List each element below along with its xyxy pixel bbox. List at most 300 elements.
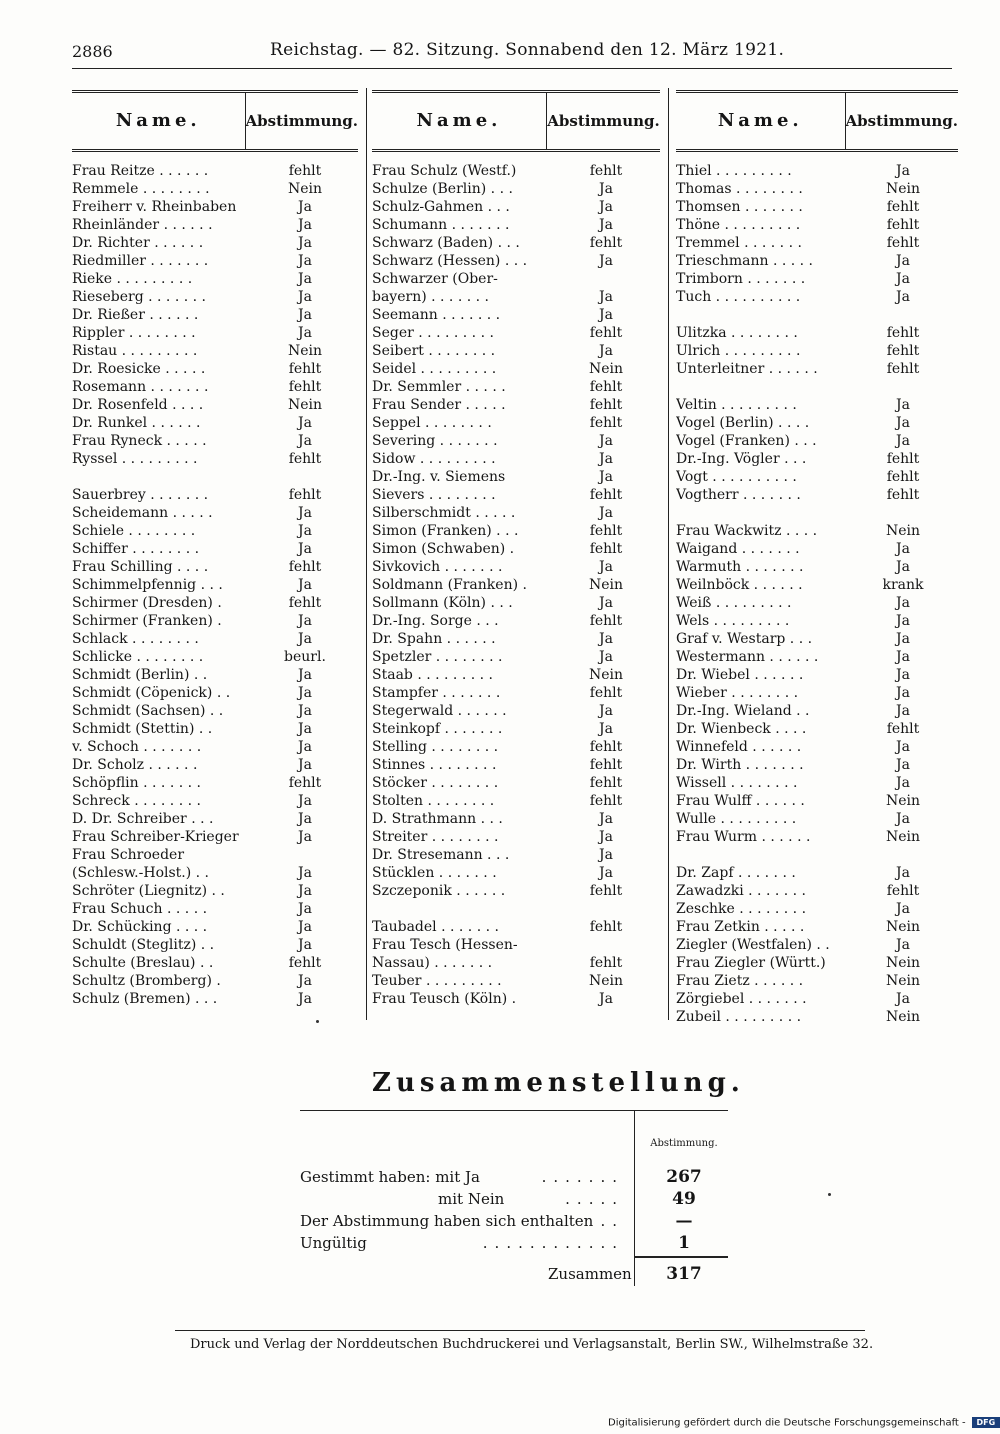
vote-value: Ja	[599, 559, 613, 575]
vote-row	[676, 918, 958, 936]
vote-row	[372, 414, 660, 432]
vote-row	[676, 450, 958, 468]
vote-value: fehlt	[589, 415, 623, 431]
vote-row	[676, 342, 958, 360]
vote-value: Ja	[298, 541, 312, 557]
vote-value: Ja	[896, 433, 910, 449]
vote-row	[72, 198, 358, 216]
vote-value: Ja	[896, 667, 910, 683]
member-name: Trieschmann . . . . .	[676, 253, 813, 269]
vote-value: Ja	[896, 271, 910, 287]
vote-row	[372, 630, 660, 648]
member-name: Dr. Zapf . . . . . . .	[676, 865, 796, 881]
member-name: Wieber . . . . . . . .	[676, 685, 799, 701]
vote-value: Ja	[599, 811, 613, 827]
vote-row	[72, 180, 358, 198]
vote-row	[72, 990, 358, 1008]
vote-row	[676, 558, 958, 576]
vote-value: fehlt	[886, 325, 920, 341]
vote-value: Nein	[287, 343, 323, 359]
vote-value: Ja	[298, 433, 312, 449]
member-name: Seidel . . . . . . . . .	[372, 361, 497, 377]
vote-value: beurl.	[284, 649, 326, 665]
vote-value: fehlt	[589, 775, 623, 791]
vote-row	[372, 918, 660, 936]
vote-value: Ja	[599, 289, 613, 305]
vote-value: Nein	[885, 973, 921, 989]
vote-value: Ja	[298, 685, 312, 701]
vote-row	[72, 936, 358, 954]
vote-row	[72, 306, 358, 324]
vote-row	[372, 270, 660, 288]
member-name: Tuch . . . . . . . . . .	[676, 289, 801, 305]
member-name: Dr. Semmler . . . . .	[372, 379, 506, 395]
vote-row	[72, 522, 358, 540]
vote-row	[676, 306, 958, 324]
vote-value: Ja	[298, 667, 312, 683]
vote-value: fehlt	[886, 883, 920, 899]
member-name: Schulz-Gahmen . . .	[372, 199, 510, 215]
vote-row	[372, 684, 660, 702]
member-name: Unterleitner . . . . . .	[676, 361, 818, 377]
vote-value: Ja	[599, 199, 613, 215]
vote-value: Ja	[599, 469, 613, 485]
member-name: Schmidt (Sachsen) . .	[72, 703, 224, 719]
vote-row	[72, 360, 358, 378]
member-name: Frau Wulff . . . . . .	[676, 793, 805, 809]
vote-value: Ja	[298, 613, 312, 629]
vote-value: fehlt	[589, 541, 623, 557]
vote-value: Ja	[896, 685, 910, 701]
vote-value: Ja	[298, 577, 312, 593]
vote-value: fehlt	[886, 235, 920, 251]
vote-row	[72, 342, 358, 360]
vote-list	[72, 162, 358, 1008]
vote-row	[372, 756, 660, 774]
vote-value: krank	[882, 577, 924, 593]
member-name: Weiß . . . . . . . . .	[676, 595, 792, 611]
vote-value: fehlt	[589, 955, 623, 971]
vote-value: Ja	[599, 649, 613, 665]
vote-value: fehlt	[288, 775, 322, 791]
member-name: Frau Ryneck . . . . .	[72, 433, 207, 449]
member-name: Soldmann (Franken) .	[372, 577, 527, 593]
member-name: Ulrich . . . . . . . . .	[676, 343, 801, 359]
member-name: Dr. Wiebel . . . . . .	[676, 667, 804, 683]
vote-value: fehlt	[589, 163, 623, 179]
vote-row	[676, 576, 958, 594]
member-name: Dr.-Ing. v. Siemens	[372, 469, 506, 485]
member-name: Sidow . . . . . . . . .	[372, 451, 496, 467]
member-name: Frau Schuch . . . . .	[72, 901, 208, 917]
vote-row	[72, 234, 358, 252]
vote-row	[372, 198, 660, 216]
member-name: Rheinländer . . . . . .	[72, 217, 213, 233]
vote-row	[676, 954, 958, 972]
name-header: Name.	[372, 93, 547, 149]
vote-row	[372, 666, 660, 684]
member-name: Thöne . . . . . . . . .	[676, 217, 801, 233]
vote-row	[72, 540, 358, 558]
vote-value: Nein	[885, 829, 921, 845]
vote-row	[72, 702, 358, 720]
vote-row	[372, 162, 660, 180]
summary-total-rule	[634, 1256, 728, 1258]
vote-value: fehlt	[288, 379, 322, 395]
vote-value: Ja	[599, 595, 613, 611]
vote-value: fehlt	[589, 379, 623, 395]
vote-row	[676, 270, 958, 288]
member-name: Stampfer . . . . . . .	[372, 685, 501, 701]
vote-value: Ja	[599, 631, 613, 647]
vote-row	[676, 738, 958, 756]
member-name: Schwarz (Baden) . . .	[372, 235, 520, 251]
vote-row	[72, 162, 358, 180]
vote-row	[372, 432, 660, 450]
vote-row	[676, 288, 958, 306]
vote-row	[676, 504, 958, 522]
summary-row-no	[300, 1188, 630, 1210]
vote-row	[72, 774, 358, 792]
member-name: Wulle . . . . . . . . .	[676, 811, 797, 827]
vote-row	[372, 522, 660, 540]
vote-row	[676, 216, 958, 234]
column-header	[72, 90, 358, 152]
member-name: Seppel . . . . . . . .	[372, 415, 492, 431]
vote-column-2	[372, 90, 660, 1008]
vote-row	[72, 918, 358, 936]
vote-row	[372, 324, 660, 342]
summary-total-value: 317	[666, 1264, 702, 1284]
vote-row	[676, 468, 958, 486]
member-name: Frau Zetkin . . . . .	[676, 919, 805, 935]
member-name: Schulz (Bremen) . . .	[72, 991, 218, 1007]
member-name: Graf v. Westarp . . .	[676, 631, 813, 647]
vote-value: Ja	[599, 991, 613, 1007]
vote-row	[372, 252, 660, 270]
vote-header: Abstimmung.	[245, 112, 358, 130]
member-name: Frau Zietz . . . . . .	[676, 973, 804, 989]
vote-value: Ja	[298, 253, 312, 269]
member-name: Teuber . . . . . . . . .	[372, 973, 502, 989]
vote-value: Ja	[298, 721, 312, 737]
member-name: Szczeponik . . . . . .	[372, 883, 506, 899]
vote-value: Ja	[599, 307, 613, 323]
summary-row-yes	[300, 1166, 630, 1188]
vote-value: Ja	[599, 343, 613, 359]
member-name: Steinkopf . . . . . . .	[372, 721, 503, 737]
member-name: Ristau . . . . . . . . .	[72, 343, 198, 359]
member-name: Remmele . . . . . . . .	[72, 181, 210, 197]
vote-row	[372, 558, 660, 576]
member-name: Schröter (Liegnitz) . .	[72, 883, 225, 899]
footer-rule	[175, 1330, 865, 1331]
member-name: Schumann . . . . . . .	[372, 217, 510, 233]
member-name: v. Schoch . . . . . . .	[72, 739, 202, 755]
vote-row	[72, 630, 358, 648]
vote-value: fehlt	[288, 163, 322, 179]
member-name: Frau Schilling . . . .	[72, 559, 209, 575]
vote-value: Ja	[599, 865, 613, 881]
member-name: Westermann . . . . . .	[676, 649, 819, 665]
vote-row	[676, 792, 958, 810]
member-name: Schiele . . . . . . . .	[72, 523, 196, 539]
leader-dots: .....	[565, 1190, 624, 1208]
vote-value: Ja	[298, 829, 312, 845]
vote-value: Nein	[885, 955, 921, 971]
summary-value: —	[675, 1211, 693, 1231]
member-name: Sauerbrey . . . . . . .	[72, 487, 209, 503]
vote-row	[72, 270, 358, 288]
vote-value: fehlt	[288, 361, 322, 377]
vote-list	[372, 162, 660, 1008]
vote-value: Ja	[298, 325, 312, 341]
member-name: Schirmer (Dresden) .	[72, 595, 222, 611]
vote-value: Ja	[298, 883, 312, 899]
digitization-credit	[608, 1417, 1000, 1429]
vote-row	[676, 180, 958, 198]
member-name: Stolten . . . . . . . .	[372, 793, 495, 809]
vote-row	[372, 792, 660, 810]
summary-label: Ungültig	[300, 1234, 367, 1252]
member-name: Silberschmidt . . . . .	[372, 505, 516, 521]
member-name: Dr. Spahn . . . . . .	[372, 631, 496, 647]
vote-value: fehlt	[589, 883, 623, 899]
name-header: Name.	[72, 93, 246, 149]
vote-row	[72, 972, 358, 990]
vote-value: Nein	[588, 973, 624, 989]
vote-row	[372, 378, 660, 396]
header-rule	[72, 68, 952, 69]
member-name: Taubadel . . . . . . .	[372, 919, 499, 935]
member-name: Thomsen . . . . . . .	[676, 199, 803, 215]
vote-value: Ja	[298, 505, 312, 521]
member-name: Schlack . . . . . . . .	[72, 631, 199, 647]
vote-row	[676, 162, 958, 180]
member-name: Sievers . . . . . . . .	[372, 487, 496, 503]
vote-value: Ja	[298, 415, 312, 431]
vote-value: Ja	[298, 631, 312, 647]
member-name: Dr.-Ing. Sorge . . .	[372, 613, 499, 629]
print-speck	[828, 1193, 831, 1196]
member-name: Frau Schroeder	[72, 847, 185, 863]
vote-row	[676, 432, 958, 450]
column-header	[676, 90, 958, 152]
vote-row	[72, 324, 358, 342]
vote-row	[676, 648, 958, 666]
vote-value: fehlt	[589, 919, 623, 935]
member-name: Frau Reitze . . . . . .	[72, 163, 209, 179]
leader-dots: ..	[600, 1212, 624, 1230]
member-name: D. Dr. Schreiber . . .	[72, 811, 214, 827]
vote-value: fehlt	[288, 559, 322, 575]
vote-value: fehlt	[288, 595, 322, 611]
vote-value: Ja	[896, 649, 910, 665]
member-name: Simon (Schwaben) .	[372, 541, 515, 557]
vote-value: Ja	[599, 253, 613, 269]
vote-value: Ja	[896, 775, 910, 791]
member-name: Frau Schreiber-Krieger	[72, 829, 239, 845]
vote-value: Ja	[599, 829, 613, 845]
member-name: Thiel . . . . . . . . .	[676, 163, 792, 179]
summary-label: Der Abstimmung haben sich enthalten	[300, 1212, 594, 1230]
vote-row	[676, 810, 958, 828]
member-name: Nassau) . . . . . . .	[372, 955, 493, 971]
vote-value: Ja	[896, 901, 910, 917]
vote-value: Nein	[885, 919, 921, 935]
vote-row	[676, 234, 958, 252]
vote-row	[72, 648, 358, 666]
vote-row	[676, 828, 958, 846]
vote-value: Ja	[896, 937, 910, 953]
member-name: Stegerwald . . . . . .	[372, 703, 507, 719]
vote-value: fehlt	[288, 487, 322, 503]
summary-divider	[634, 1110, 635, 1286]
vote-row	[676, 414, 958, 432]
vote-row	[72, 216, 358, 234]
member-name: Vogtherr . . . . . . .	[676, 487, 801, 503]
vote-row	[372, 342, 660, 360]
member-name: Schreck . . . . . . . .	[72, 793, 201, 809]
member-name: Schwarz (Hessen) . . .	[372, 253, 528, 269]
vote-value: Ja	[599, 721, 613, 737]
summary-total-label: Zusammen	[548, 1265, 632, 1283]
name-header: Name.	[676, 93, 846, 149]
summary-label: mit Nein	[438, 1190, 505, 1208]
vote-value: fehlt	[886, 361, 920, 377]
vote-value: fehlt	[589, 739, 623, 755]
vote-row	[72, 468, 358, 486]
vote-value: Ja	[298, 973, 312, 989]
vote-value: fehlt	[886, 487, 920, 503]
member-name: Vogel (Franken) . . .	[676, 433, 817, 449]
member-name: Frau Wurm . . . . . .	[676, 829, 811, 845]
member-name: Dr.-Ing. Vögler . . .	[676, 451, 807, 467]
member-name: Zeschke . . . . . . . .	[676, 901, 807, 917]
vote-row	[72, 612, 358, 630]
vote-value: Ja	[298, 991, 312, 1007]
member-name: Staab . . . . . . . . .	[372, 667, 493, 683]
vote-row	[372, 990, 660, 1008]
vote-row	[676, 972, 958, 990]
member-name: Dr. Richter . . . . . .	[72, 235, 204, 251]
vote-row	[72, 558, 358, 576]
member-name: Schmidt (Stettin) . .	[72, 721, 213, 737]
member-name: Ryssel . . . . . . . . .	[72, 451, 198, 467]
member-name: Stücklen . . . . . . .	[372, 865, 497, 881]
vote-row	[676, 702, 958, 720]
vote-value: Ja	[298, 307, 312, 323]
member-name: Dr. Runkel . . . . . .	[72, 415, 201, 431]
printer-imprint: Druck und Verlag der Norddeutschen Buchdruckerei und Verlagsanstalt, Berlin SW., Wilhelmstraße 32.	[190, 1337, 874, 1352]
vote-value: Ja	[298, 703, 312, 719]
vote-row	[72, 252, 358, 270]
vote-value: Ja	[896, 253, 910, 269]
vote-value: Ja	[896, 631, 910, 647]
vote-value: Ja	[896, 613, 910, 629]
vote-row	[676, 882, 958, 900]
vote-value: Ja	[896, 703, 910, 719]
member-name: Schulze (Berlin) . . .	[372, 181, 513, 197]
vote-value: Ja	[896, 289, 910, 305]
vote-row	[72, 576, 358, 594]
vote-value: Ja	[896, 595, 910, 611]
vote-row	[676, 360, 958, 378]
member-name: Winnefeld . . . . . .	[676, 739, 802, 755]
vote-row	[72, 846, 358, 864]
vote-row	[72, 810, 358, 828]
running-title: Reichstag. — 82. Sitzung. Sonnabend den 12. März 1921.	[270, 40, 785, 60]
member-name: Freiherr v. Rheinbaben	[72, 199, 237, 215]
summary-title: Zusammenstellung.	[372, 1068, 745, 1098]
vote-row	[72, 450, 358, 468]
vote-row	[72, 666, 358, 684]
print-speck	[316, 1020, 319, 1023]
member-name: Wissell . . . . . . . .	[676, 775, 798, 791]
vote-value: Ja	[298, 217, 312, 233]
member-name: Stelling . . . . . . . .	[372, 739, 499, 755]
vote-list	[676, 162, 958, 1026]
summary-value: 49	[672, 1189, 696, 1209]
member-name: Spetzler . . . . . . . .	[372, 649, 503, 665]
member-name: Rieseberg . . . . . . .	[72, 289, 206, 305]
vote-row	[72, 720, 358, 738]
vote-row	[676, 522, 958, 540]
vote-value: Ja	[896, 163, 910, 179]
vote-row	[676, 252, 958, 270]
vote-row	[372, 486, 660, 504]
vote-row	[372, 450, 660, 468]
vote-row	[72, 954, 358, 972]
member-name: Veltin . . . . . . . . .	[676, 397, 797, 413]
vote-row	[72, 378, 358, 396]
vote-row	[676, 1008, 958, 1026]
vote-value: Ja	[298, 793, 312, 809]
vote-value: Nein	[885, 523, 921, 539]
member-name: Frau Wackwitz . . . .	[676, 523, 818, 539]
vote-value: Nein	[885, 793, 921, 809]
vote-row	[72, 900, 358, 918]
vote-value: Ja	[298, 289, 312, 305]
member-name: Ulitzka . . . . . . . .	[676, 325, 798, 341]
leader-dots: .......	[541, 1168, 624, 1186]
vote-header: Abstimmung.	[845, 112, 958, 130]
vote-value: fehlt	[589, 793, 623, 809]
vote-row	[372, 882, 660, 900]
vote-value: Ja	[896, 541, 910, 557]
member-name: Dr. Wienbeck . . . .	[676, 721, 807, 737]
vote-value: fehlt	[886, 217, 920, 233]
vote-value: fehlt	[288, 451, 322, 467]
member-name: Schmidt (Cöpenick) . .	[72, 685, 231, 701]
column-divider	[668, 88, 669, 1020]
vote-value: Ja	[298, 937, 312, 953]
vote-row	[372, 828, 660, 846]
vote-row	[372, 234, 660, 252]
vote-row	[72, 864, 358, 882]
vote-row	[372, 774, 660, 792]
vote-value: Ja	[599, 433, 613, 449]
member-name: Stinnes . . . . . . . .	[372, 757, 497, 773]
vote-value: Ja	[298, 271, 312, 287]
vote-row	[676, 720, 958, 738]
vote-row	[372, 540, 660, 558]
vote-row	[72, 396, 358, 414]
member-name: Dr. Roesicke . . . . .	[72, 361, 206, 377]
vote-value: Ja	[896, 865, 910, 881]
vote-row	[372, 972, 660, 990]
vote-value: fehlt	[589, 685, 623, 701]
